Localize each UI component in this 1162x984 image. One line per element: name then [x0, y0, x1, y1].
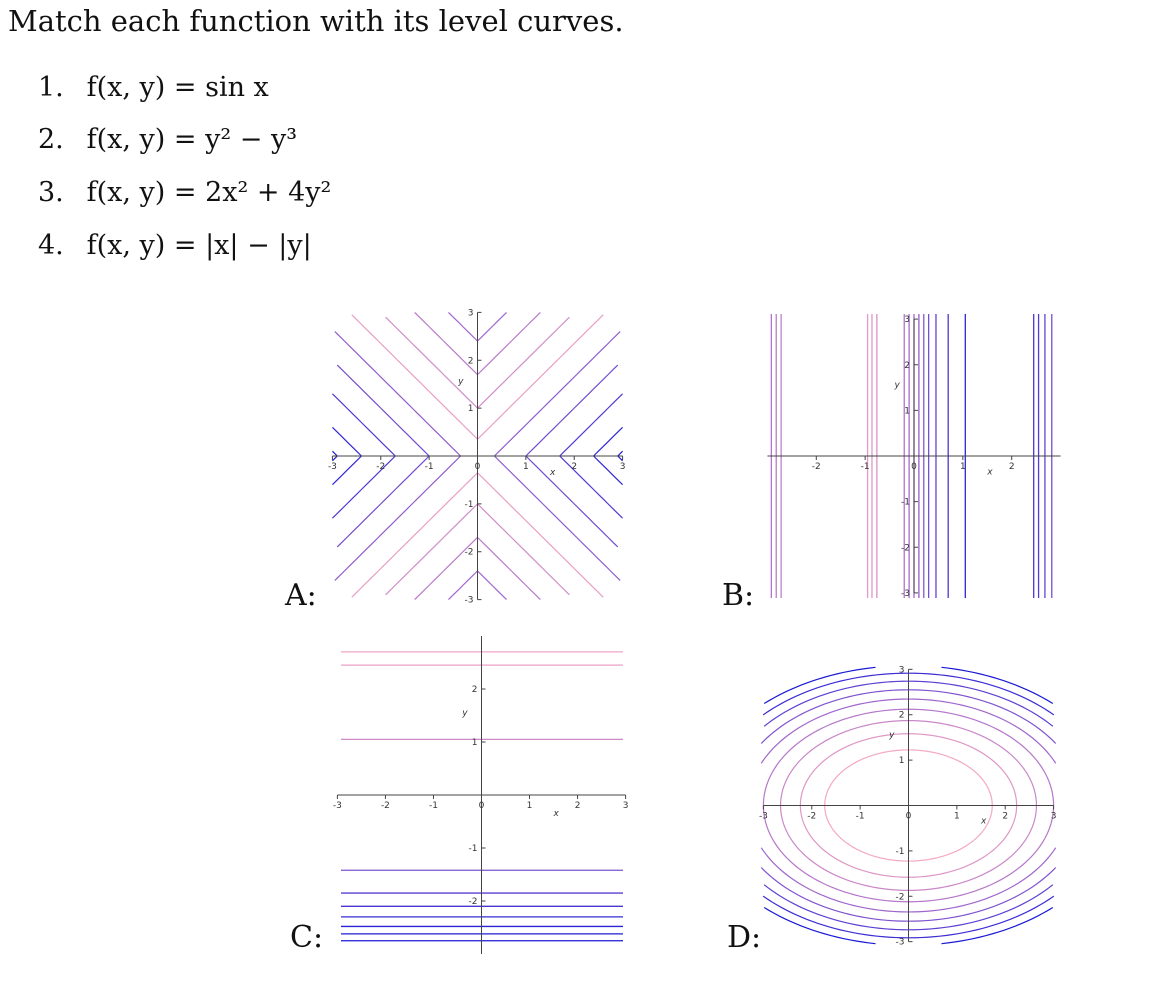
y-tick-label: 3: [467, 308, 474, 319]
level-curve: [494, 332, 620, 456]
function-number: 3.: [38, 177, 64, 208]
level-curve: [478, 315, 604, 439]
level-curve: [618, 451, 623, 456]
level-curve: [335, 456, 461, 580]
x-tick-label: 1: [526, 801, 533, 811]
level-curve: [332, 427, 361, 456]
y-tick-label: -1: [901, 497, 910, 508]
x-tick-label: -2: [380, 801, 390, 811]
y-tick-label: -3: [464, 595, 474, 606]
level-curve: [332, 456, 395, 518]
y-tick-label: 2: [467, 356, 474, 367]
x-tick-label: 0: [911, 462, 917, 472]
x-tick-label: 0: [905, 811, 912, 822]
y-axis-label: y: [458, 377, 464, 388]
question-prompt: Match each function with its level curves.: [8, 4, 624, 38]
y-tick-label: 1: [467, 404, 474, 415]
y-tick-label: -2: [895, 892, 905, 903]
x-tick-label: 3: [1050, 811, 1057, 822]
x-tick-label: 1: [522, 462, 529, 472]
function-number: 1.: [38, 72, 64, 103]
x-tick-label: 2: [574, 801, 581, 811]
level-curve: [560, 456, 623, 518]
x-tick-label: 0: [474, 462, 481, 472]
x-tick-label: 3: [619, 462, 626, 472]
x-tick-label: 2: [571, 462, 578, 472]
y-tick-label: -1: [895, 846, 905, 857]
panel-label-d: D:: [727, 920, 762, 955]
x-tick-label: 3: [622, 801, 629, 811]
panel-label-c: C:: [290, 920, 324, 955]
panel-label-a: A:: [285, 578, 317, 613]
function-item-4: [38, 230, 312, 261]
x-tick-label: 2: [1002, 811, 1009, 822]
y-tick-label: 3: [898, 665, 905, 676]
function-number: 2.: [38, 124, 64, 155]
x-tick-label: -1: [855, 811, 865, 822]
y-axis-label: y: [462, 708, 468, 719]
level-curve: [478, 571, 507, 600]
function-number: 4.: [38, 230, 64, 261]
y-tick-label: -2: [464, 547, 474, 558]
level-curve: [618, 456, 623, 461]
x-tick-label: -1: [424, 462, 434, 472]
x-tick-label: 1: [953, 811, 960, 822]
y-tick-label: -1: [468, 844, 478, 854]
function-expression: f(x, y) = y² − y³: [86, 124, 298, 155]
y-tick-label: -2: [901, 543, 910, 554]
x-tick-label: 0: [478, 801, 485, 811]
x-tick-label: 1: [959, 462, 966, 472]
y-tick-label: 1: [898, 756, 905, 767]
y-tick-label: -2: [468, 897, 478, 907]
y-tick-label: 1: [471, 738, 478, 748]
level-curve: [335, 332, 461, 456]
level-curve-plot-a: [327, 308, 626, 606]
x-axis-label: x: [553, 809, 559, 820]
function-expression: f(x, y) = |x| − |y|: [86, 230, 312, 261]
function-item-3: [38, 177, 331, 208]
level-curve: [594, 456, 623, 485]
y-tick-label: 2: [904, 360, 910, 371]
level-curve: [332, 456, 337, 461]
x-tick-label: 2: [1008, 462, 1015, 472]
y-tick-label: 2: [898, 710, 905, 721]
level-curve: [560, 394, 623, 456]
level-curve: [332, 394, 395, 456]
y-tick-label: 3: [904, 315, 910, 326]
x-tick-label: -1: [428, 801, 438, 811]
x-tick-label: -2: [376, 462, 386, 472]
y-tick-label: -3: [895, 937, 905, 948]
x-axis-label: x: [550, 468, 556, 479]
x-tick-label: -2: [811, 462, 821, 472]
y-tick-label: -1: [464, 499, 474, 510]
x-tick-label: -3: [327, 462, 337, 472]
function-item-1: [38, 72, 269, 103]
level-curve: [478, 312, 507, 341]
y-tick-label: 2: [471, 685, 478, 695]
x-axis-label: x: [987, 467, 993, 478]
level-curve-plot-d: [758, 650, 1058, 948]
level-curve: [594, 427, 623, 456]
level-curve: [415, 537, 478, 599]
y-axis-label: y: [889, 730, 895, 741]
level-curve: [352, 473, 478, 597]
function-item-2: [38, 124, 297, 155]
x-axis-label: x: [981, 816, 987, 827]
level-curve: [494, 456, 620, 580]
x-tick-label: -3: [758, 811, 768, 822]
x-tick-label: -1: [860, 462, 870, 472]
y-axis-label: y: [894, 380, 900, 391]
level-curve: [478, 537, 541, 599]
x-tick-label: -2: [807, 811, 817, 822]
x-tick-label: -3: [332, 801, 342, 811]
function-expression: f(x, y) = 2x² + 4y²: [86, 177, 332, 208]
level-curve: [332, 451, 337, 456]
panel-label-b: B:: [722, 578, 755, 613]
level-curve: [478, 312, 541, 374]
level-curve: [478, 473, 604, 597]
level-curve-plot-b: [765, 310, 1063, 602]
y-tick-label: -3: [901, 588, 910, 599]
y-tick-label: 1: [904, 406, 910, 417]
level-curve-plot-c: [332, 645, 629, 945]
function-expression: f(x, y) = sin x: [86, 72, 269, 103]
